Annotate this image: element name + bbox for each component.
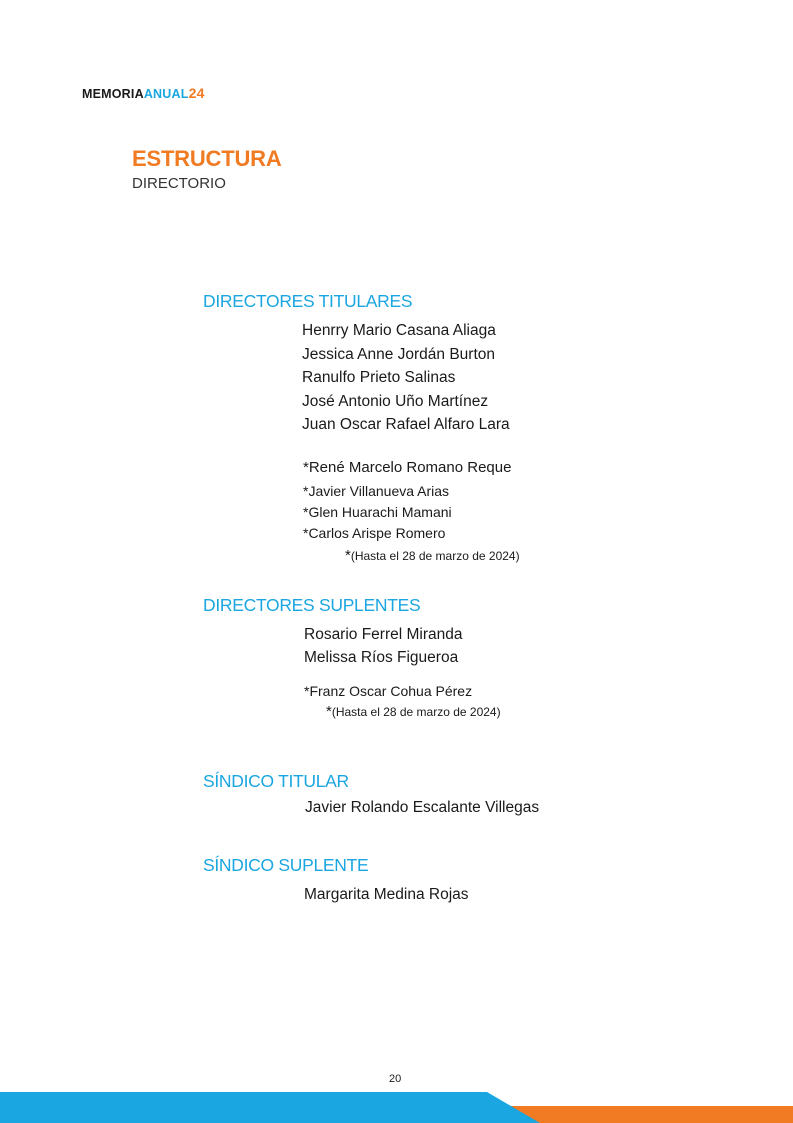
titular-member: Jessica Anne Jordán Burton — [302, 346, 496, 363]
footer-blue-stripe — [0, 1092, 540, 1123]
suplente-note — [326, 703, 501, 720]
suplente-member: Melissa Ríos Figueroa — [304, 649, 459, 666]
titular-former: *Javier Villanueva Arias — [303, 483, 450, 499]
page-title: ESTRUCTURA — [132, 146, 282, 171]
heading-directores-suplentes: DIRECTORES SUPLENTES — [203, 595, 421, 615]
suplente-former: *Franz Oscar Cohua Pérez — [304, 683, 473, 699]
brand-memoria: MEMORIA — [82, 87, 144, 101]
heading-sindico-suplente: SÍNDICO SUPLENTE — [203, 855, 369, 875]
titular-member: José Antonio Uño Martínez — [302, 393, 489, 410]
page-number: 20 — [389, 1073, 402, 1085]
titular-former: *René Marcelo Romano Reque — [303, 459, 512, 476]
brand-year: 24 — [188, 85, 205, 101]
brand-logo — [82, 85, 205, 101]
note-text: (Hasta el 28 de marzo de 2024) — [331, 705, 501, 719]
page-subtitle: DIRECTORIO — [132, 175, 226, 192]
titular-member: Henrry Mario Casana Aliaga — [302, 322, 496, 339]
note-asterisk: * — [326, 703, 332, 720]
titular-member: Juan Oscar Rafael Alfaro Lara — [302, 416, 510, 433]
brand-anual: ANUAL — [143, 87, 189, 101]
titular-note — [345, 547, 520, 564]
note-asterisk: * — [345, 547, 351, 564]
footer-band — [0, 1090, 793, 1123]
heading-directores-titulares: DIRECTORES TITULARES — [203, 291, 413, 311]
sindico-titular-member: Javier Rolando Escalante Villegas — [305, 799, 540, 816]
suplente-member: Rosario Ferrel Miranda — [304, 626, 463, 643]
titular-member: Ranulfo Prieto Salinas — [302, 369, 456, 386]
titular-former: *Carlos Arispe Romero — [303, 525, 446, 541]
note-text: (Hasta el 28 de marzo de 2024) — [350, 549, 520, 563]
heading-sindico-titular: SÍNDICO TITULAR — [203, 771, 349, 791]
sindico-suplente-member: Margarita Medina Rojas — [304, 886, 469, 903]
titular-former: *Glen Huarachi Mamani — [303, 504, 452, 520]
footer-orange-stripe — [500, 1106, 793, 1123]
